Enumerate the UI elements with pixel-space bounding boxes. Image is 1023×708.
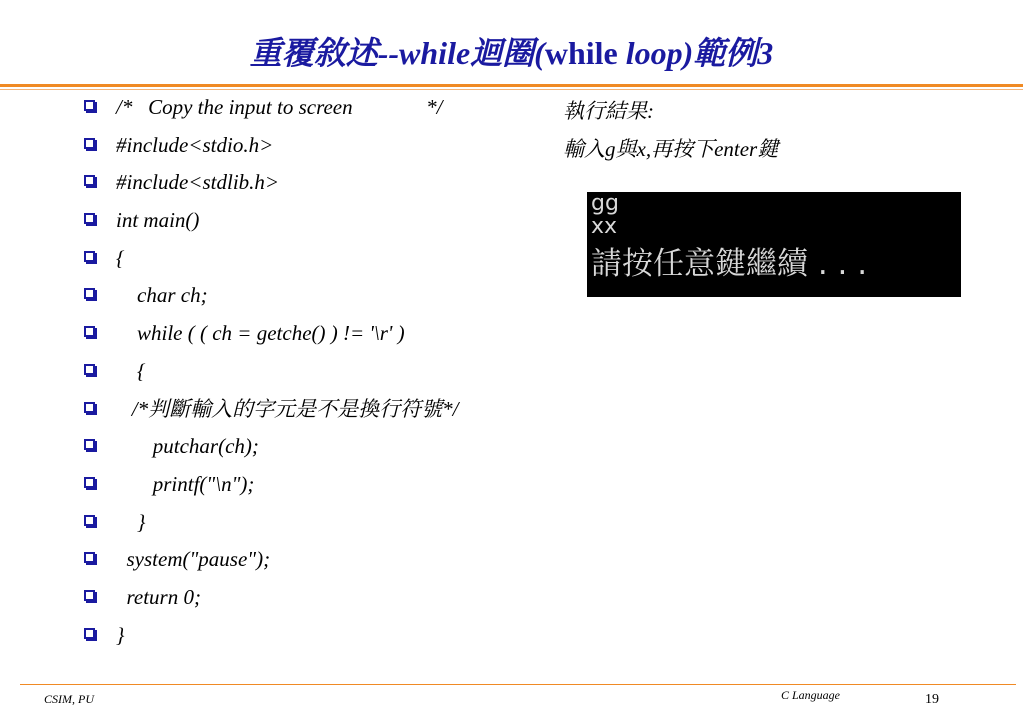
square-bullet-icon [84, 477, 95, 488]
footer-institution: CSIM, PU [44, 692, 94, 706]
code-text: while ( ( ch = getche() ) != '\r' ) [116, 321, 405, 346]
code-text: putchar(ch); [116, 434, 259, 459]
slide-title [0, 28, 1023, 74]
square-bullet-icon [84, 402, 95, 413]
title-part-1: 重覆敘述--while迴圈( [249, 35, 545, 71]
console-line: xx [591, 214, 618, 239]
result-description: 輸入g與x,再按下enter鍵 [563, 137, 779, 161]
square-bullet-icon [84, 288, 95, 299]
code-text: { [116, 245, 125, 270]
square-bullet-icon [84, 628, 95, 639]
console-pause-prompt: 請按任意鍵繼續 . . . [591, 246, 868, 282]
code-text: { [116, 358, 146, 383]
code-text: printf("\n"); [116, 471, 255, 496]
code-text: int main() [116, 208, 200, 233]
title-part-3: loop)範例3 [617, 35, 774, 71]
title-part-2: while [544, 35, 618, 71]
square-bullet-icon [84, 100, 95, 111]
result-heading: 執行結果: [563, 99, 654, 123]
square-bullet-icon [84, 364, 95, 375]
square-bullet-icon [84, 251, 95, 262]
title-divider [0, 84, 1023, 87]
square-bullet-icon [84, 515, 95, 526]
code-text: system("pause"); [116, 547, 271, 572]
code-text: return 0; [116, 584, 201, 609]
console-output-screenshot [587, 192, 961, 297]
page-number: 19 [925, 692, 939, 707]
square-bullet-icon [84, 552, 95, 563]
square-bullet-icon [84, 138, 95, 149]
code-comment: /*判斷輸入的字元是不是換行符號*/ [116, 396, 459, 421]
footer-course: C Language [781, 688, 841, 702]
code-text: } [116, 509, 146, 534]
code-text: /* Copy the input to screen */ [116, 95, 443, 119]
square-bullet-icon [84, 326, 95, 337]
title-divider-thin [0, 89, 1023, 90]
code-text: } [116, 622, 125, 647]
code-text: char ch; [116, 283, 208, 308]
console-line: gg [591, 192, 619, 216]
code-text: #include<stdio.h> [116, 132, 274, 157]
footer-divider [20, 684, 1016, 685]
square-bullet-icon [84, 590, 95, 601]
square-bullet-icon [84, 439, 95, 450]
square-bullet-icon [84, 175, 95, 186]
square-bullet-icon [84, 213, 95, 224]
code-text: #include<stdlib.h> [116, 170, 280, 195]
